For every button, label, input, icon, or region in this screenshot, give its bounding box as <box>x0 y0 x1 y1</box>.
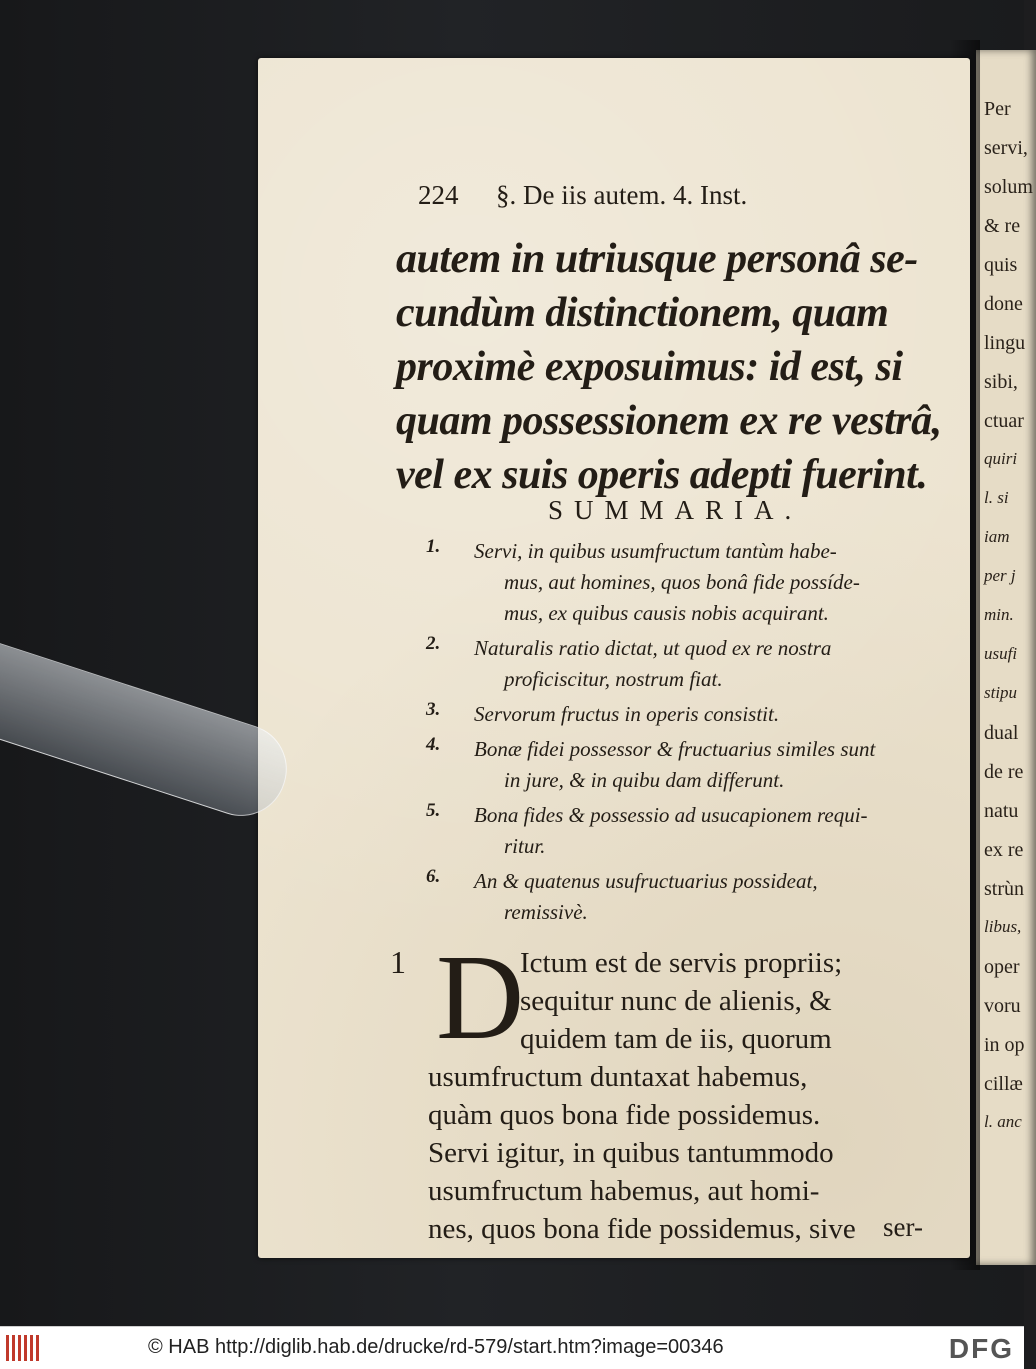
summary-text <box>426 699 946 730</box>
summary-line: Servi, in quibus usumfructum tantùm habe- <box>474 539 837 563</box>
dropcap: D <box>436 930 525 1065</box>
summary-line: ritur. <box>504 834 546 858</box>
summary-line: remissivè. <box>504 900 588 924</box>
facing-page-word: l. anc <box>984 1112 1022 1131</box>
facing-page-word: voru <box>984 995 1021 1017</box>
summary-number: 5. <box>426 800 441 821</box>
body-text <box>390 930 948 1248</box>
summary-number: 3. <box>426 699 441 720</box>
credit-link[interactable]: © HAB http://diglib.hab.de/drucke/rd-579/start.htm?image=00346 <box>148 1336 724 1358</box>
facing-page-word: done <box>984 293 1023 315</box>
summary-line: proficiscitur, nostrum fiat. <box>504 667 723 691</box>
summary-line: in jure, & in quibu dam differunt. <box>504 768 785 792</box>
summaria-list <box>426 536 946 932</box>
facing-page-word: strùn <box>984 878 1024 900</box>
heading-line: vel ex suis operis adepti fuerint. <box>396 452 928 498</box>
list-item <box>426 633 946 695</box>
facing-page-word: sibi, <box>984 371 1018 393</box>
facing-page-word: natu <box>984 800 1019 822</box>
body-line: nes, quos bona fide possidemus, sive <box>428 1213 856 1245</box>
facing-page-word: dual <box>984 722 1019 744</box>
facing-page-word: iam <box>984 527 1010 546</box>
facing-page-word: stipu <box>984 683 1018 702</box>
facing-page-word: usufi <box>984 644 1018 663</box>
body-line: Servi igitur, in quibus tantummodo <box>428 1137 834 1169</box>
list-item <box>426 866 946 928</box>
italic-heading <box>396 232 956 502</box>
facing-page-word: libus, <box>984 917 1022 936</box>
facing-page-word: ex re <box>984 839 1024 861</box>
summaria-title: SUMMARIA. <box>548 495 803 525</box>
summary-number: 1. <box>426 536 441 557</box>
summary-line: mus, aut homines, quos bonâ fide possíde- <box>504 570 860 594</box>
page-weight-ruler <box>0 628 298 827</box>
summary-text <box>426 800 946 862</box>
facing-page-word: min. <box>984 605 1014 624</box>
facing-page-word: oper <box>984 956 1020 978</box>
summary-text <box>426 734 946 796</box>
body-line: usumfructum duntaxat habemus, <box>428 1061 808 1093</box>
dfg-logo: DFG <box>948 1333 1014 1364</box>
facing-page-word: quiri <box>984 449 1018 468</box>
body-line: quidem tam de iis, quorum <box>520 1023 832 1055</box>
facing-page-word: in op <box>984 1034 1025 1056</box>
facing-page-word: ctuar <box>984 410 1024 432</box>
facing-page-word: l. si <box>984 488 1009 507</box>
summary-number: 2. <box>426 633 441 654</box>
summary-text <box>426 536 946 629</box>
footer-bar <box>0 1326 1024 1369</box>
summary-line: Bonæ fidei possessor & fructuarius similes sunt <box>474 737 876 761</box>
section-marker: 1 <box>390 944 406 980</box>
facing-page-word: de re <box>984 761 1024 783</box>
facing-page <box>976 50 1036 1265</box>
book-page <box>258 58 970 1258</box>
page-number: 224 <box>418 180 459 210</box>
running-head-text: §. De iis autem. 4. Inst. <box>496 180 748 210</box>
summary-line: Naturalis ratio dictat, ut quod ex re nostra <box>474 636 832 660</box>
summary-line: Servorum fructus in operis consistit. <box>474 702 780 726</box>
facing-page-word: cillæ <box>984 1073 1023 1095</box>
summary-number: 6. <box>426 866 441 887</box>
facing-page-word: solum <box>984 176 1033 198</box>
body-line: usumfructum habemus, aut homi- <box>428 1175 820 1207</box>
summary-line: Bona fides & possessio ad usucapionem requi- <box>474 803 868 827</box>
list-item <box>426 536 946 629</box>
heading-line: proximè exposuimus: id est, si <box>396 344 903 390</box>
summary-line: mus, ex quibus causis nobis acquirant. <box>504 601 829 625</box>
body-line: Ictum est de servis propriis; <box>520 947 843 979</box>
heading-line: cundùm distinctionem, quam <box>396 290 889 336</box>
facing-page-word: servi, <box>984 137 1028 159</box>
summary-text <box>426 633 946 695</box>
facing-page-word: lingu <box>984 332 1026 354</box>
body-line: quàm quos bona fide possidemus. <box>428 1099 821 1131</box>
facing-page-word: quis <box>984 254 1018 276</box>
body-line: sequitur nunc de alienis, & <box>520 985 832 1017</box>
list-item <box>426 734 946 796</box>
list-item <box>426 699 946 730</box>
list-item <box>426 800 946 862</box>
heading-line: autem in utriusque personâ se- <box>396 236 918 282</box>
summary-text <box>426 866 946 928</box>
catchword: ser- <box>883 1212 923 1242</box>
facing-page-word: Per <box>984 98 1011 120</box>
barcode-icon <box>6 1335 44 1361</box>
summary-number: 4. <box>426 734 441 755</box>
summary-line: An & quatenus usufructuarius possideat, <box>474 869 818 893</box>
heading-line: quam possessionem ex re vestrâ, <box>396 398 942 444</box>
facing-page-word: per j <box>984 566 1016 585</box>
facing-page-word: & re <box>984 215 1021 237</box>
